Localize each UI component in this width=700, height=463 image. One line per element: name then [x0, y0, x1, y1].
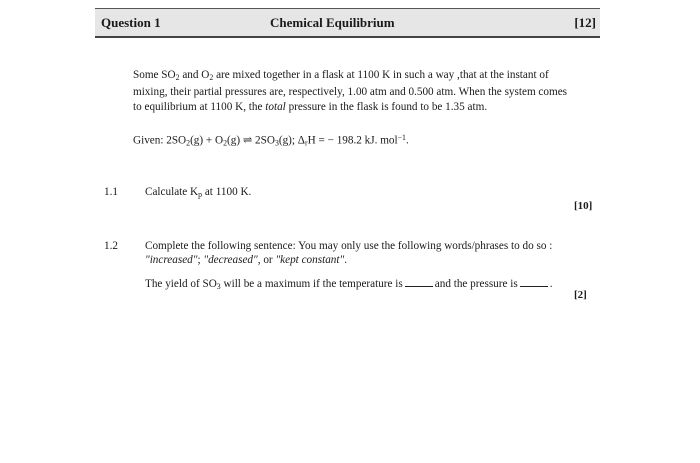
question-header-bar: [95, 8, 600, 38]
given-equation: Given: $2SO_2(g) + O_2(g)$ ⇌ $2SO_3(g)$; $\Delta_rH$ = − 198.2 kJ. mol$^{-1}$.: [133, 133, 409, 148]
question-label: Question 1: [101, 15, 161, 30]
question-1-2-marks: [2]: [574, 289, 587, 301]
question-1-1-text: Calculate $K_p$ at 1100 K.: [145, 186, 252, 199]
section-title: Chemical Equilibrium: [270, 15, 395, 30]
intro-paragraph: Some $SO_2$ and $O_2$ are mixed together in a flask at 1100 K in such a way ,that at the instant of mixing, their partial pressures are, respectively, 1.00 atm and 0.500 atm. When the system comes to equilibrium at 1100 K, the total pressure in the flask is found to be 1.35 atm.: [133, 69, 568, 113]
question-1-2-instructions: Complete the following sentence: You may only use the following words/phrases to do so : "increased"; "decreased", or "kept constant".: [145, 240, 553, 266]
question-1-1-marks: [10]: [574, 200, 593, 212]
question-1-2-sentence: The yield of $SO_3$ will be a maximum if the temperature is and the pressure is .: [145, 278, 553, 291]
total-marks: [12]: [574, 15, 596, 30]
question-number-1-1: 1.1: [104, 186, 118, 198]
temperature-blank[interactable]: [405, 277, 433, 287]
emphasis-total: total: [265, 100, 286, 113]
question-number-1-2: 1.2: [104, 240, 118, 252]
pressure-blank[interactable]: [520, 277, 548, 287]
